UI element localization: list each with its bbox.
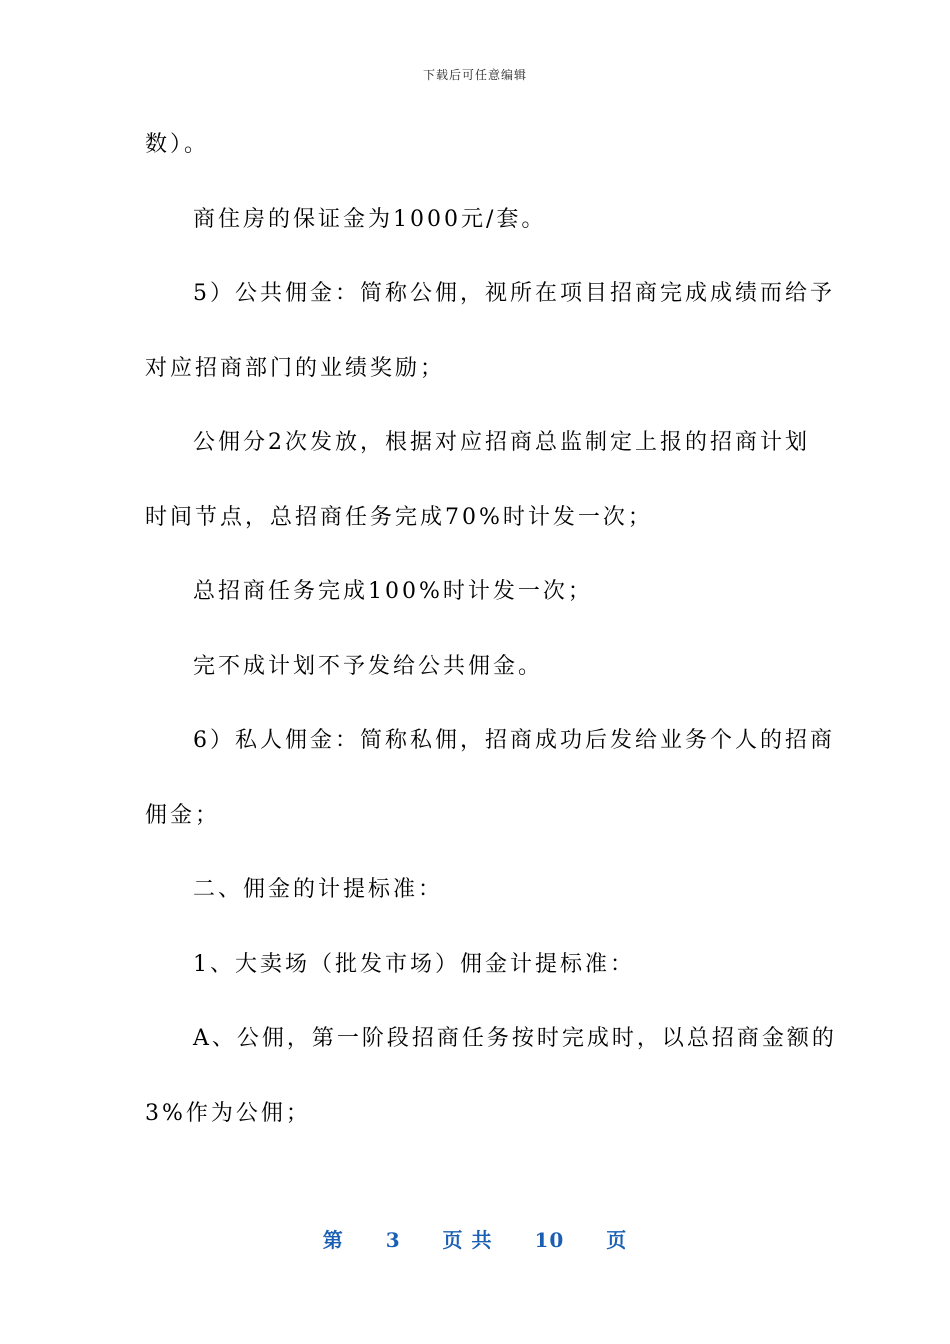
- paragraph-line: 数）。: [145, 132, 210, 157]
- footer-middle: 页 共: [442, 1228, 493, 1252]
- footer-prefix: 第: [322, 1228, 344, 1252]
- paragraph-line: 6）私人佣金：简称私佣，招商成功后发给业务个人的招商: [193, 728, 835, 753]
- page-header: 下载后可任意编辑: [422, 68, 527, 82]
- paragraph-line: 完不成计划不予发给公共佣金。: [193, 653, 544, 679]
- paragraph-line: 3%作为公佣；: [145, 1100, 311, 1126]
- paragraph-line: 5）公共佣金：简称公佣，视所在项目招商完成成绩而给予: [193, 281, 835, 306]
- document-body: [145, 128, 837, 1171]
- paragraph-line: 对应招商部门的业绩奖励；: [145, 355, 446, 381]
- total-page-count: 10: [534, 1228, 565, 1252]
- paragraph-line: 时间节点，总招商任务完成70%时计发一次；: [145, 504, 653, 530]
- paragraph-line: 公佣分2次发放，根据对应招商总监制定上报的招商计划: [193, 430, 810, 455]
- paragraph-line: 佣金；: [145, 802, 221, 828]
- subsection-heading: 1、大卖场（批发市场）佣金计提标准：: [193, 951, 635, 977]
- paragraph-line: A、公佣，第一阶段招商任务按时完成时，以总招商金额的: [193, 1026, 837, 1051]
- paragraph-line: 商住房的保证金为1000元/套。: [193, 206, 547, 232]
- paragraph-line: 总招商任务完成100%时计发一次；: [193, 579, 593, 604]
- section-heading: 二、佣金的计提标准：: [193, 877, 444, 902]
- current-page-number: 3: [385, 1228, 401, 1252]
- page-footer: [0, 1224, 950, 1253]
- footer-suffix: 页: [606, 1228, 628, 1252]
